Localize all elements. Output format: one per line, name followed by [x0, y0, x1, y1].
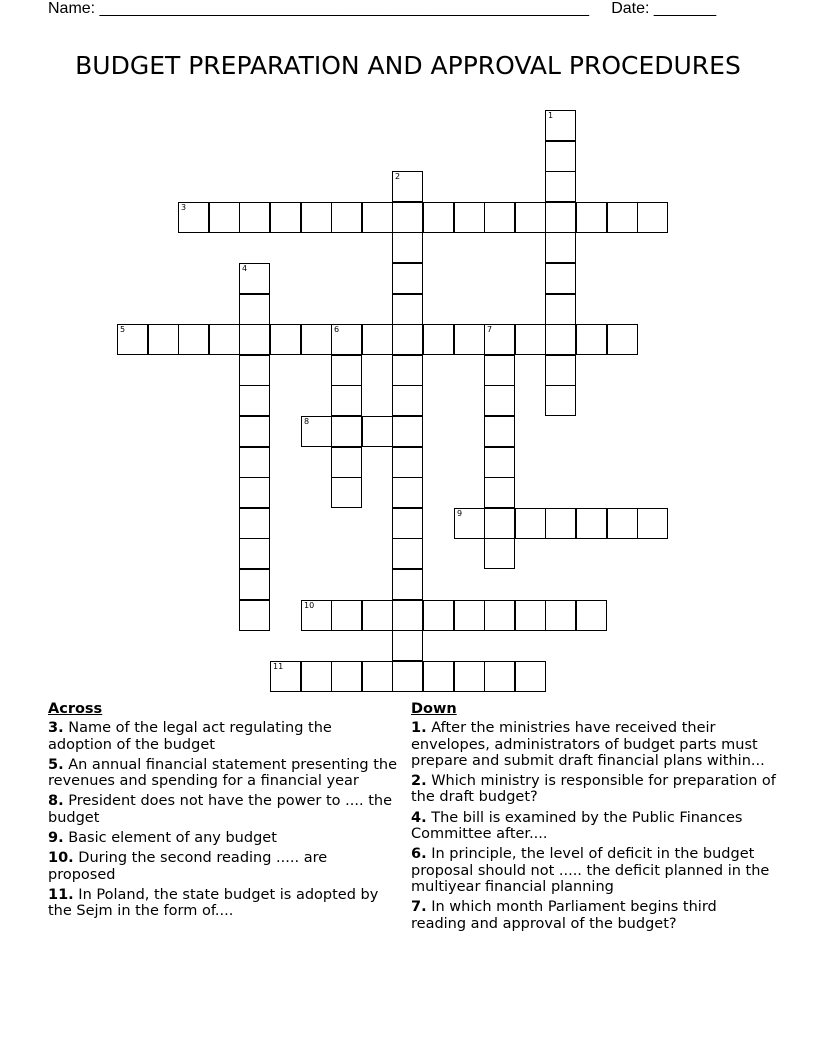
crossword-cell[interactable] — [239, 508, 270, 539]
crossword-cell[interactable] — [239, 263, 270, 294]
down-clue — [411, 899, 776, 932]
crossword-cell[interactable] — [545, 263, 576, 294]
crossword-cell[interactable] — [484, 661, 515, 692]
crossword-cell[interactable] — [331, 202, 362, 233]
clue-text: In principle, the level of deficit in the budget proposal should not ..... the deficit planned in the multiyear financial planning — [411, 846, 770, 895]
crossword-cell[interactable] — [392, 447, 423, 478]
crossword-cell[interactable] — [423, 202, 454, 233]
crossword-cell[interactable] — [392, 355, 423, 386]
crossword-cell[interactable] — [362, 324, 393, 355]
crossword-cell[interactable] — [239, 202, 270, 233]
clue-number-label: 5. — [48, 756, 64, 773]
crossword-cell[interactable] — [301, 202, 332, 233]
crossword-cell[interactable] — [301, 324, 332, 355]
crossword-cell[interactable] — [484, 355, 515, 386]
clue-text: President does not have the power to .... the budget — [48, 793, 393, 826]
crossword-cell[interactable] — [392, 508, 423, 539]
crossword-cell[interactable] — [545, 110, 576, 141]
crossword-cell[interactable] — [392, 324, 423, 355]
name-date-line: Name: _______________________________________________________ Date: _______ — [48, 0, 717, 17]
crossword-cell[interactable] — [239, 355, 270, 386]
crossword-cell[interactable] — [484, 477, 515, 508]
clue-number: 5 — [120, 325, 126, 334]
crossword-cell[interactable] — [239, 385, 270, 416]
across-heading: Across — [48, 701, 103, 717]
across-clue — [48, 793, 398, 826]
clue-text: Which ministry is responsible for preparation of the draft budget? — [411, 773, 776, 806]
crossword-cell[interactable] — [515, 508, 546, 539]
crossword-cell[interactable] — [607, 324, 638, 355]
crossword-cell[interactable] — [209, 324, 240, 355]
crossword-cell[interactable] — [423, 324, 454, 355]
crossword-cell[interactable] — [392, 294, 423, 325]
crossword-cell[interactable] — [331, 385, 362, 416]
crossword-cell[interactable] — [545, 324, 576, 355]
crossword-cell[interactable] — [607, 202, 638, 233]
crossword-cell[interactable] — [392, 630, 423, 661]
clue-number-label: 9. — [48, 830, 64, 847]
crossword-cell[interactable] — [576, 202, 607, 233]
crossword-cell[interactable] — [637, 508, 668, 539]
crossword-cell[interactable] — [484, 324, 515, 355]
crossword-cell[interactable] — [576, 600, 607, 631]
down-clues — [411, 701, 776, 936]
crossword-cell[interactable] — [637, 202, 668, 233]
clue-number-label: 1. — [411, 720, 427, 737]
crossword-cell[interactable] — [392, 477, 423, 508]
crossword-cell[interactable] — [331, 661, 362, 692]
clue-text: Name of the legal act regulating the adoption of the budget — [48, 720, 332, 753]
down-clue — [411, 720, 776, 769]
crossword-cell[interactable] — [545, 141, 576, 172]
clue-text: In Poland, the state budget is adopted by the Sejm in the form of.... — [48, 886, 379, 920]
clue-number-label: 6. — [411, 846, 427, 863]
clue-number: 7 — [487, 325, 493, 334]
crossword-cell[interactable] — [392, 171, 423, 202]
crossword-cell[interactable] — [423, 600, 454, 631]
clue-number: 3 — [181, 203, 187, 212]
down-clue — [411, 810, 776, 843]
crossword-cell[interactable] — [545, 232, 576, 263]
crossword-cell[interactable] — [392, 232, 423, 263]
crossword-cell[interactable] — [454, 202, 485, 233]
clue-text: An annual financial statement presenting the revenues and spending for a financial year — [48, 756, 398, 790]
across-clue — [48, 887, 398, 920]
across-clue-list — [48, 720, 398, 919]
crossword-cell[interactable] — [454, 661, 485, 692]
crossword-cell[interactable] — [576, 324, 607, 355]
clue-text: The bill is examined by the Public Finances Committee after.... — [411, 809, 743, 843]
clue-number-label: 4. — [411, 809, 427, 826]
crossword-cell[interactable] — [178, 202, 209, 233]
crossword-cell[interactable] — [301, 600, 332, 631]
crossword-cell[interactable] — [148, 324, 179, 355]
page-title: BUDGET PREPARATION AND APPROVAL PROCEDURES — [75, 51, 741, 80]
crossword-cell[interactable] — [301, 661, 332, 692]
crossword-cell[interactable] — [515, 202, 546, 233]
crossword-cell[interactable] — [484, 538, 515, 569]
clue-number-label: 7. — [411, 899, 427, 916]
across-clue — [48, 720, 398, 753]
crossword-cell[interactable] — [515, 661, 546, 692]
crossword-cell[interactable] — [239, 416, 270, 447]
clue-text: In which month Parliament begins third reading and approval of the budget? — [411, 899, 717, 932]
crossword-cell[interactable] — [117, 324, 148, 355]
crossword-cell[interactable] — [545, 171, 576, 202]
crossword-cell[interactable] — [239, 294, 270, 325]
crossword-cell[interactable] — [362, 416, 393, 447]
crossword-cell[interactable] — [239, 600, 270, 631]
clue-number: 6 — [334, 325, 340, 334]
crossword-cell[interactable] — [392, 538, 423, 569]
clue-number: 2 — [395, 172, 401, 181]
clue-number-label: 10. — [48, 850, 74, 867]
crossword-cell[interactable] — [362, 661, 393, 692]
clue-number: 9 — [457, 509, 463, 518]
crossword-cell[interactable] — [545, 294, 576, 325]
crossword-cell[interactable] — [484, 385, 515, 416]
crossword-cell[interactable] — [576, 508, 607, 539]
crossword-cell[interactable] — [270, 202, 301, 233]
crossword-cell[interactable] — [331, 324, 362, 355]
clue-number: 8 — [304, 417, 310, 426]
down-clue — [411, 773, 776, 806]
crossword-cell[interactable] — [484, 508, 515, 539]
clue-number-label: 11. — [48, 886, 74, 903]
crossword-cell[interactable] — [545, 600, 576, 631]
crossword-cell[interactable] — [392, 600, 423, 631]
crossword-cell[interactable] — [239, 569, 270, 600]
crossword-cell[interactable] — [392, 263, 423, 294]
crossword-cell[interactable] — [515, 600, 546, 631]
crossword-cell[interactable] — [178, 324, 209, 355]
crossword-cell[interactable] — [423, 661, 454, 692]
crossword-cell[interactable] — [454, 324, 485, 355]
crossword-cell[interactable] — [484, 447, 515, 478]
crossword-cell[interactable] — [515, 324, 546, 355]
crossword-cell[interactable] — [454, 508, 485, 539]
crossword-cell[interactable] — [362, 600, 393, 631]
crossword-cell[interactable] — [331, 416, 362, 447]
across-clues — [48, 701, 398, 924]
clue-text: Basic element of any budget — [63, 830, 277, 847]
crossword-cell[interactable] — [392, 385, 423, 416]
clue-number-label: 8. — [48, 793, 64, 810]
crossword-cell[interactable] — [301, 416, 332, 447]
down-clue — [411, 846, 776, 895]
crossword-cell[interactable] — [331, 477, 362, 508]
crossword-cell[interactable] — [392, 202, 423, 233]
crossword-cell[interactable] — [362, 202, 393, 233]
crossword-cell[interactable] — [239, 324, 270, 355]
crossword-cell[interactable] — [607, 508, 638, 539]
clue-number: 11 — [273, 662, 284, 671]
across-clue — [48, 757, 398, 790]
crossword-cell[interactable] — [239, 477, 270, 508]
clue-number: 1 — [548, 111, 554, 120]
crossword-cell[interactable] — [392, 416, 423, 447]
crossword-cell[interactable] — [270, 324, 301, 355]
crossword-cell[interactable] — [454, 600, 485, 631]
crossword-cell[interactable] — [545, 385, 576, 416]
clue-text: During the second reading ..... are proposed — [48, 850, 328, 883]
crossword-cell[interactable] — [484, 416, 515, 447]
crossword-cell[interactable] — [484, 600, 515, 631]
crossword-cell[interactable] — [545, 508, 576, 539]
across-clue — [48, 830, 398, 846]
clue-number: 10 — [304, 601, 315, 610]
crossword-cell[interactable] — [239, 447, 270, 478]
down-heading: Down — [411, 701, 457, 717]
crossword-cell[interactable] — [209, 202, 240, 233]
crossword-cell[interactable] — [331, 447, 362, 478]
crossword-cell[interactable] — [331, 600, 362, 631]
crossword-cell[interactable] — [239, 538, 270, 569]
crossword-cell[interactable] — [545, 202, 576, 233]
crossword-cell[interactable] — [270, 661, 301, 692]
clue-number-label: 2. — [411, 773, 427, 790]
crossword-cell[interactable] — [392, 569, 423, 600]
crossword-cell[interactable] — [545, 355, 576, 386]
clue-number: 4 — [242, 264, 248, 273]
clue-number-label: 3. — [48, 720, 64, 737]
crossword-cell[interactable] — [484, 202, 515, 233]
across-clue — [48, 850, 398, 883]
crossword-cell[interactable] — [331, 355, 362, 386]
down-clue-list — [411, 720, 776, 932]
crossword-cell[interactable] — [392, 661, 423, 692]
clue-text: After the ministries have received their envelopes, administrators of budget parts must prepare and submit draft financial plans within... — [411, 720, 765, 769]
